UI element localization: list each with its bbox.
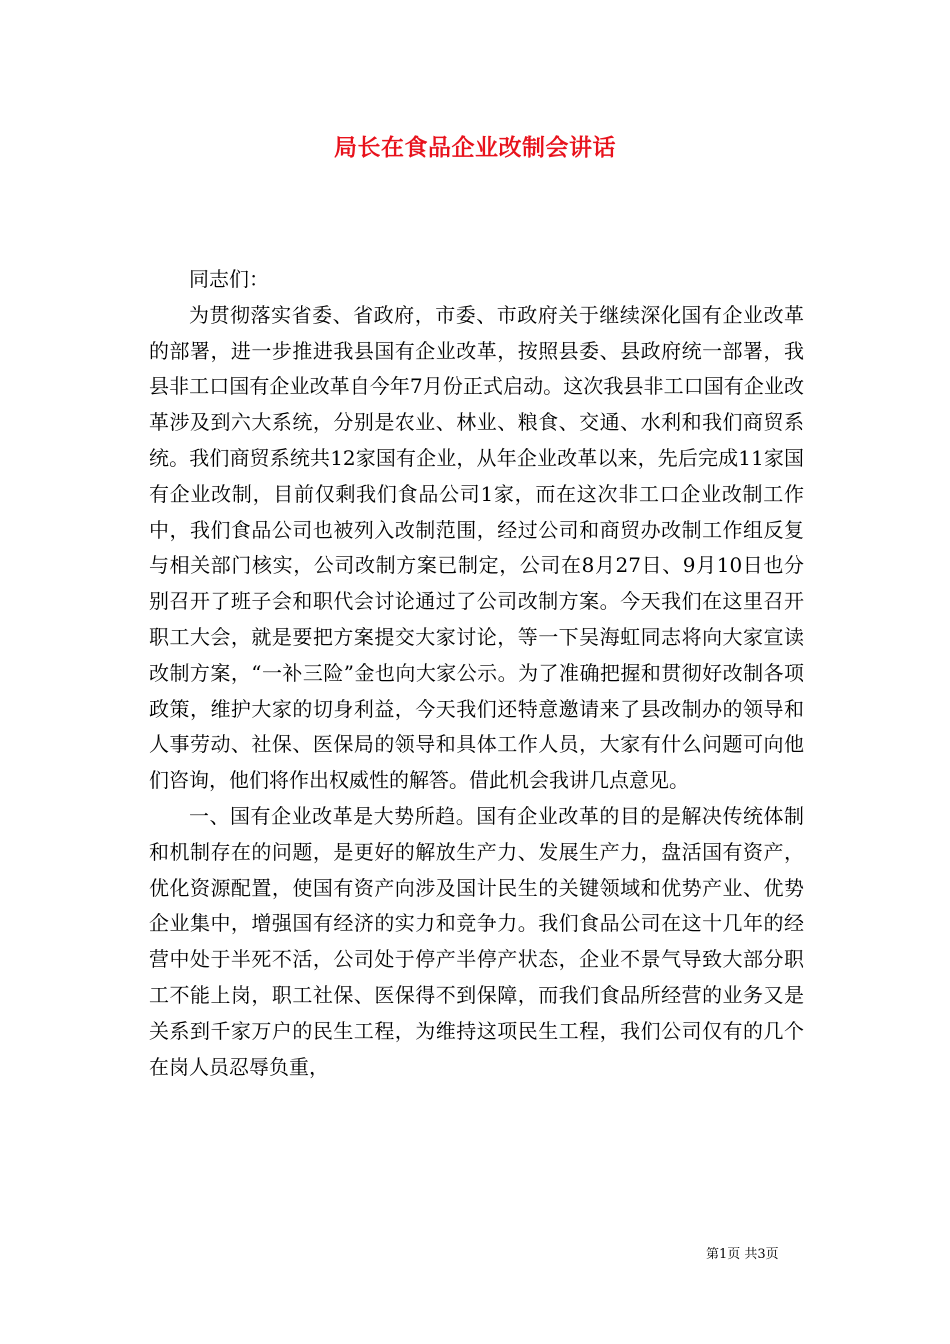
document-body bbox=[149, 262, 804, 1085]
page-title: 局长在食品企业改制会讲话 bbox=[334, 134, 616, 161]
greeting: 同志们： bbox=[189, 267, 269, 291]
paragraph-2: 一、国有企业改革是大势所趋。国有企业改革的目的是解决传统体制和机制存在的问题，是更好的解放生产力、发展生产力，盘活国有资产，优化资源配置，使国有资产向涉及国计民生的关键领域和优势产业、优势企业集中，增强国有经济的实力和竞争力。我们食品公司在这十几年的经营中处于半死不活，公司处于停产半停产状态，企业不景气导致大部分职工不能上岗，职工社保、医保得不到保障，而我们食品所经营的业务又是关系到千家万户的民生工程，为维持这项民生工程，我们公司仅有的几个在岗人员忍辱负重， bbox=[149, 803, 804, 1079]
page-number: 第1页 共3页 bbox=[706, 1247, 779, 1262]
paragraph-1: 为贯彻落实省委、省政府，市委、市政府关于继续深化国有企业改革的部署，进一步推进我县国有企业改革，按照县委、县政府统一部署，我县非工口国有企业改革自今年7月份正式启动。这次我县非工口国有企业改革涉及到六大系统，分别是农业、林业、粮食、交通、水利和我们商贸系统。我们商贸系统共12家国有企业，从年企业改革以来，先后完成11家国有企业改制，目前仅剩我们食品公司1家，而在这次非工口企业改制工作中，我们食品公司也被列入改制范围，经过公司和商贸办改制工作组反复与相关部门核实，公司改制方案已制定，公司在8月27日、9月10日也分别召开了班子会和职代会讨论通过了公司改制方案。今天我们在这里召开职工大会，就是要把方案提交大家讨论，等一下吴海虹同志将向大家宣读改制方案，“一补三险”金也向大家公示。为了准确把握和贯彻好改制各项政策，维护大家的切身利益，今天我们还特意邀请来了县改制办的领导和人事劳动、社保、医保局的领导和具体工作人员，大家有什么问题可向他们咨询，他们将作出权威性的解答。借此机会我讲几点意见。 bbox=[149, 302, 804, 793]
